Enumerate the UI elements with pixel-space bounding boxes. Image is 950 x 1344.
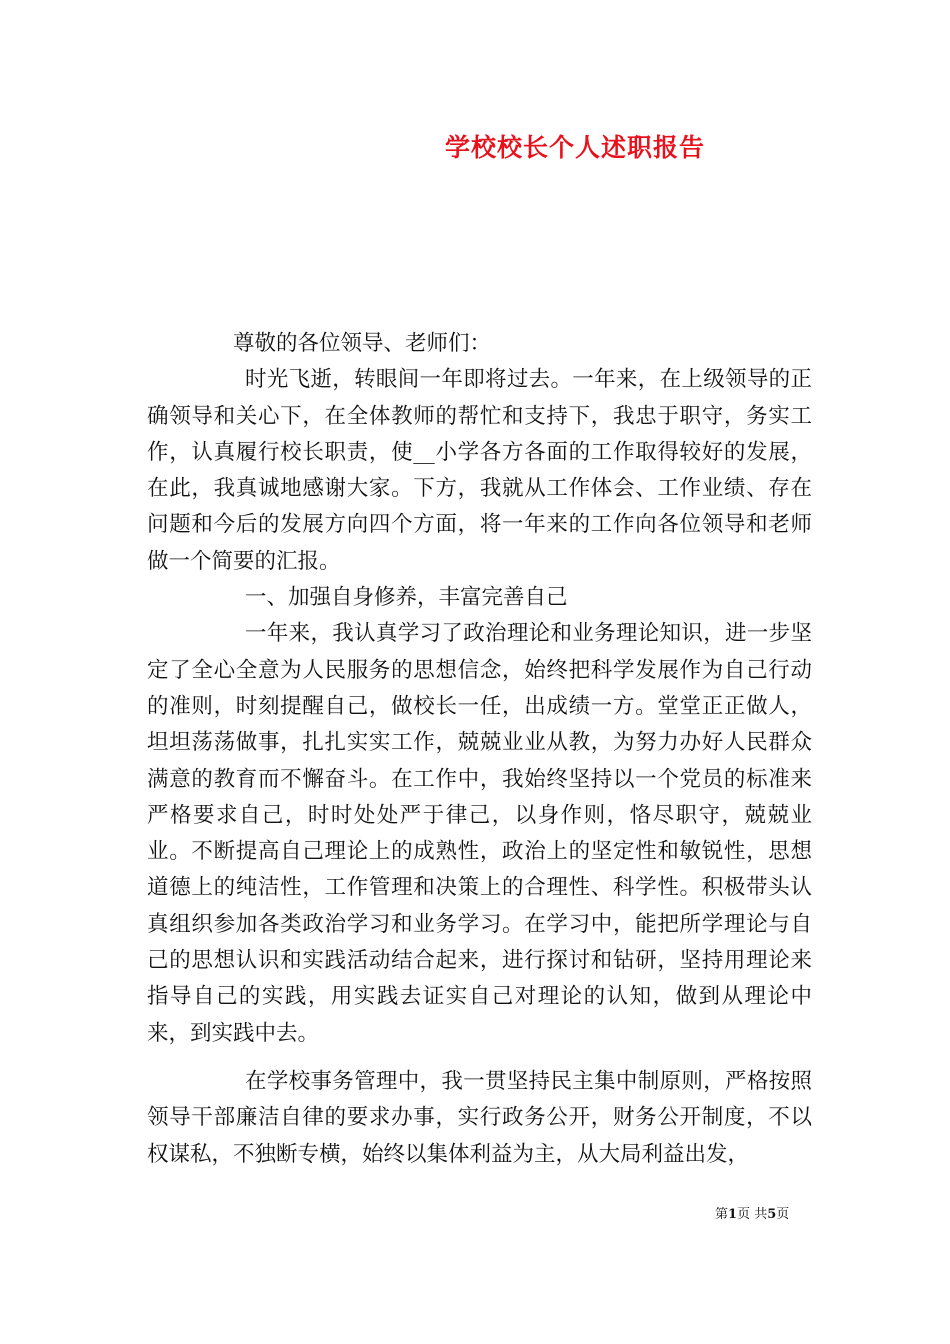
footer-current-page: 1: [728, 1207, 738, 1222]
footer-suffix: 页: [776, 1207, 790, 1222]
salutation: 尊敬的各位领导、老师们：: [233, 331, 492, 356]
footer-total-pages: 5: [767, 1207, 777, 1222]
section-heading: 一、加强自身修养，丰富完善自己: [245, 585, 568, 611]
page-footer: [715, 1206, 789, 1224]
paragraph-management: 在学校事务管理中，我一贯坚持民主集中制原则，严格按照领导干部廉洁自律的要求办事，实行政务公开，财务公开制度，不以权谋私，不独断专横，始终以集体利益为主，从大局利益出发，: [147, 1068, 812, 1167]
document-title: 学校校长个人述职报告: [444, 133, 705, 162]
footer-prefix: 第: [715, 1207, 729, 1222]
document-body: [147, 326, 812, 1173]
paragraph-intro: 时光飞逝，转眼间一年即将过去。一年来，在上级领导的正确领导和关心下，在全体教师的帮忙和支持下，我忠于职守，务实工作，认真履行校长职责，使__小学各方各面的工作取得较好的发展，在此，我真诚地感谢大家。下方，我就从工作体会、工作业绩、存在问题和今后的发展方向四个方面，将一年来的工作向各位领导和老师做一个简要的汇报。: [147, 367, 812, 574]
paragraph-gap: [147, 1052, 812, 1064]
paragraph-self-study: 一年来，我认真学习了政治理论和业务理论知识，进一步坚定了全心全意为人民服务的思想信念，始终把科学发展作为自己行动的准则，时刻提醒自己，做校长一任，出成绩一方。堂堂正正做人，坦坦荡荡做事，扎扎实实工作，兢兢业业从教，为努力办好人民群众满意的教育而不懈奋斗。在工作中，我始终坚持以一个党员的标准来严格要求自己，时时处处严于律己，以身作则，恪尽职守，兢兢业业。不断提高自己理论上的成熟性，政治上的坚定性和敏锐性，思想道德上的纯洁性，工作管理和决策上的合理性、科学性。积极带头认真组织参加各类政治学习和业务学习。在学习中，能把所学理论与自己的思想认识和实践活动结合起来，进行探讨和钻研，坚持用理论来指导自己的实践，用实践去证实自己对理论的认知，做到从理论中来，到实践中去。: [147, 621, 812, 1046]
footer-middle: 页 共: [737, 1207, 768, 1222]
